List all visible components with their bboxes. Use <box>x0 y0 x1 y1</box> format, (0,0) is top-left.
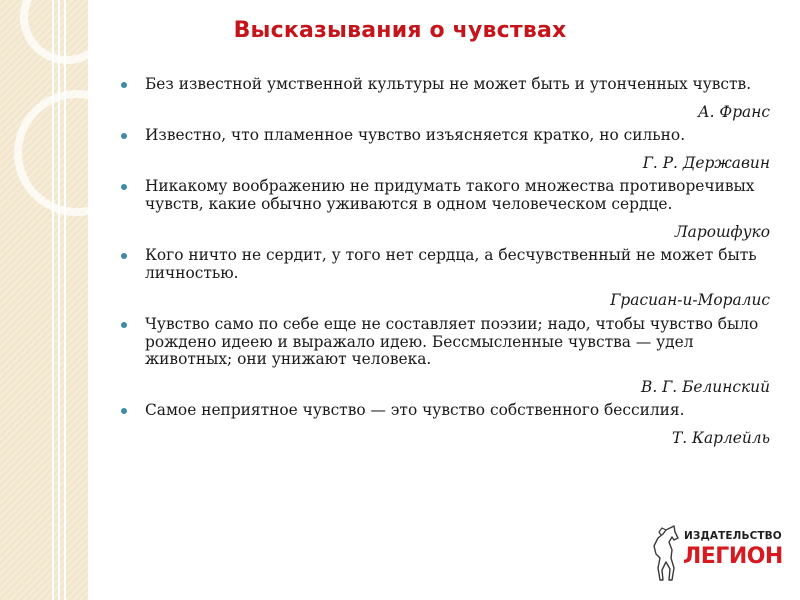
quote-item-text <box>118 316 770 369</box>
bullet-icon <box>121 82 127 88</box>
quote-author: В. Г. Белинский <box>641 377 770 396</box>
quote-item-text <box>118 402 770 420</box>
quote-author: А. Франс <box>697 102 770 121</box>
quote-text: Кого ничто не сердит, у того нет сердца, а бесчувственный не может быть личностью. <box>145 246 757 282</box>
quote-item <box>118 127 770 172</box>
quote-author: Грасиан-и-Моралис <box>610 291 770 310</box>
bullet-icon <box>121 184 127 190</box>
decorative-ring <box>14 90 88 216</box>
side-stripe-line <box>58 0 60 600</box>
quote-list <box>118 76 770 454</box>
quote-item-text <box>118 127 770 145</box>
logo-publisher-text: ИЗДАТЕЛЬСТВО <box>684 530 782 542</box>
side-stripe-line <box>52 0 54 600</box>
quote-author: Ларошфуко <box>674 222 770 241</box>
logo-brand-text: ЛЕГИОН <box>683 544 783 569</box>
quote-text: Без известной умственной культуры не может быть и утонченных чувств. <box>145 75 752 93</box>
quote-author: Г. Р. Державин <box>642 153 770 172</box>
quote-item-text <box>118 178 770 213</box>
bullet-icon <box>121 408 127 414</box>
quote-author: Т. Карлейль <box>672 428 770 447</box>
horse-icon <box>650 524 684 582</box>
quote-item <box>118 247 770 310</box>
bullet-icon <box>121 253 127 259</box>
slide-title: Высказывания о чувствах <box>233 18 567 43</box>
quote-item <box>118 178 770 241</box>
decorative-side-panel <box>0 0 88 600</box>
quote-item <box>118 402 770 447</box>
quote-item-text <box>118 247 770 282</box>
quote-item-text <box>118 76 770 94</box>
quote-text: Чувство само по себе еще не составляет поэзии; надо, чтобы чувство было рождено идеею и выражало идею. Бессмысленные чувства — удел животных; они унижают человека. <box>145 314 759 369</box>
publisher-logo <box>650 524 783 584</box>
quote-item <box>118 76 770 121</box>
bullet-icon <box>121 133 127 139</box>
quote-item <box>118 316 770 396</box>
quote-text: Известно, что пламенное чувство изъясняется кратко, но сильно. <box>145 126 686 145</box>
decorative-ring <box>20 0 88 64</box>
quote-text: Никакому воображению не придумать такого множества противоречивых чувств, какие обычно уживаются в одном человеческом сердце. <box>145 177 755 213</box>
bullet-icon <box>121 322 127 328</box>
quote-text: Самое неприятное чувство — это чувство собственного бессилия. <box>145 401 685 420</box>
